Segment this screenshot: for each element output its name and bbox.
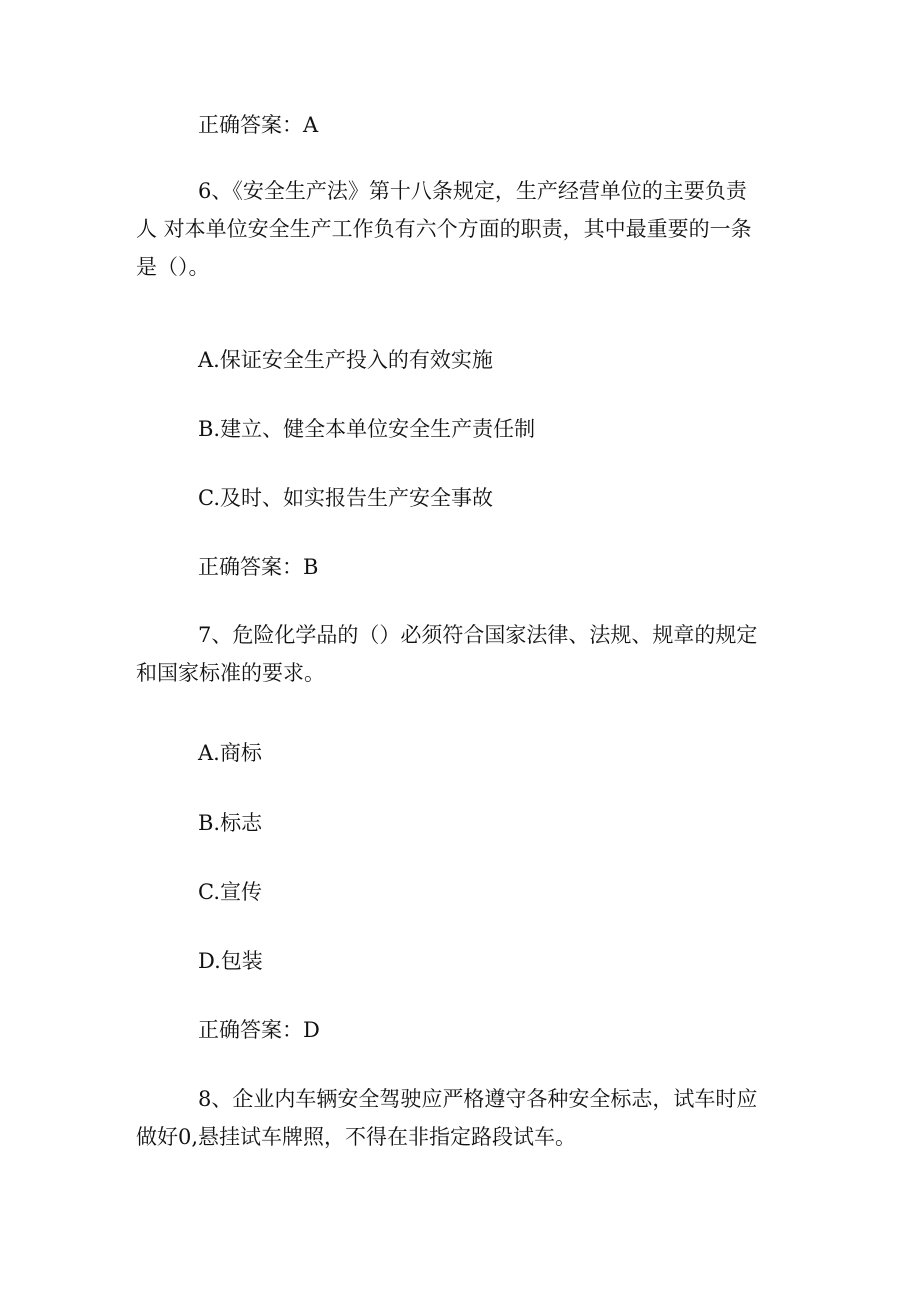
option-7b: B.标志 [198,811,263,835]
question-6 [136,172,786,286]
question-7 [136,616,786,692]
option-6a: A.保证安全生产投入的有效实施 [198,348,493,372]
option-7c: C.宣传 [198,880,262,904]
answer-q5: 正确答案：A [198,113,319,137]
question-8-line-1: 8、企业内车辆安全驾驶应严格遵守各种安全标志，试车时应 [198,1087,758,1111]
question-7-line-2: 和国家标准的要求。 [136,661,325,685]
question-6-line-2: 人 对本单位安全生产工作负有六个方面的职责，其中最重要的一条 [136,217,752,241]
question-7-line-1: 7、危险化学品的（）必须符合国家法律、法规、规章的规定 [198,623,758,647]
question-6-line-3: 是（）。 [136,255,210,279]
question-8-line-2: 做好0,悬挂试车牌照，不得在非指定路段试车。 [136,1125,577,1149]
question-8 [136,1080,786,1156]
option-7a: A.商标 [198,741,262,765]
option-7d: D.包装 [198,949,263,973]
question-6-line-1: 6、《安全生产法》第十八条规定，生产经营单位的主要负责 [198,179,747,203]
answer-q6: 正确答案：B [198,555,319,579]
option-6c: C.及时、如实报告生产安全事故 [198,486,493,510]
option-6b: B.建立、健全本单位安全生产责任制 [198,417,536,441]
answer-q7: 正确答案：D [198,1018,320,1042]
